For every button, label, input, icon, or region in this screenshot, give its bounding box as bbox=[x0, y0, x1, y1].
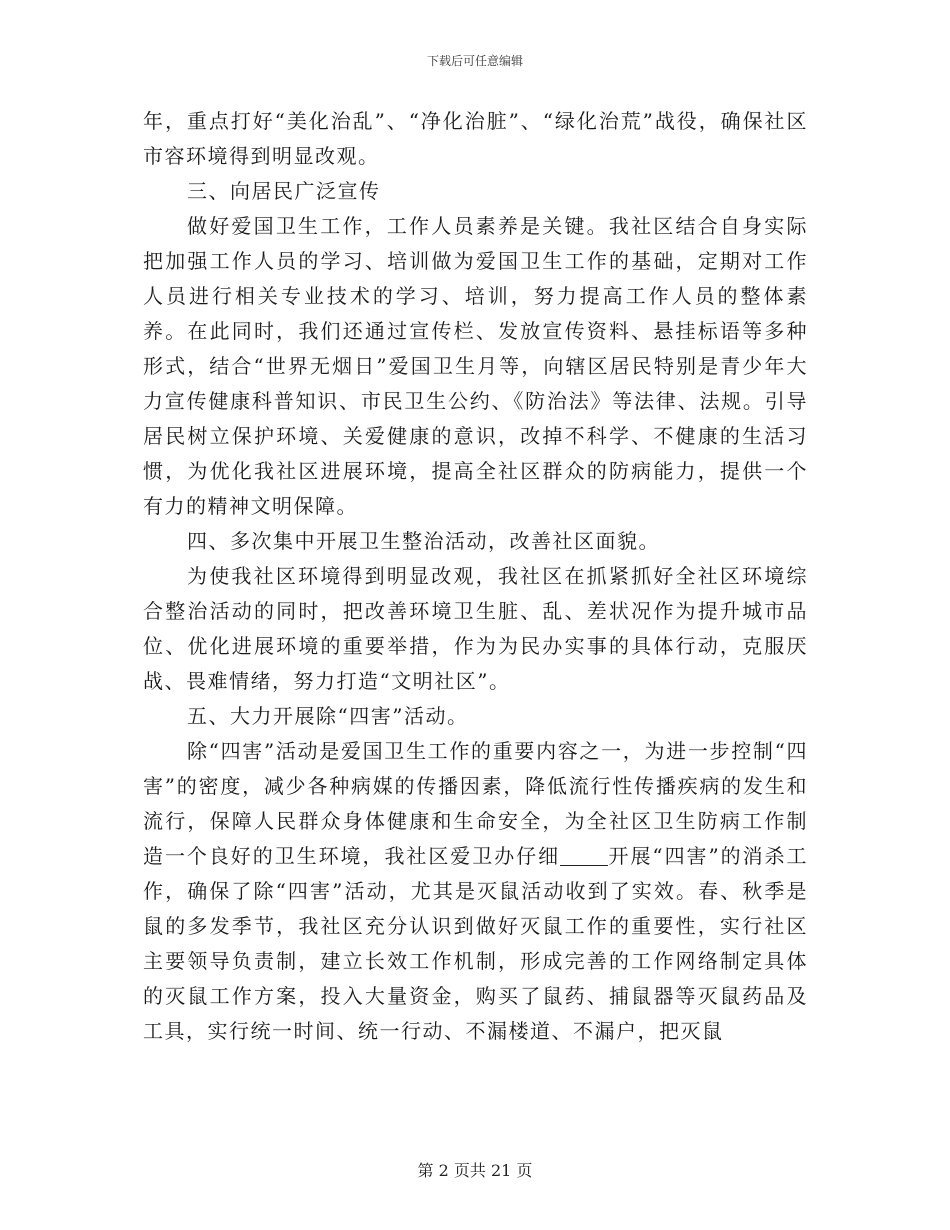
paragraph-four-pests bbox=[143, 734, 808, 1049]
document-body bbox=[143, 104, 808, 1049]
section-heading-3: 三、向居民广泛宣传 bbox=[187, 179, 381, 203]
paragraph-four-pests-part1: 除“四害”活动是爱国卫生工作的重要内容之一，为进一步控制“四害”的密度，减少各种病媒的传播因素，降低流行性传播疾病的发生和流行，保障人民群众身体健康和生命安全，为全社区卫生防病工作制造一个良好的卫生环境，我社区爱卫办仔细 bbox=[143, 739, 808, 868]
paragraph-publicity: 做好爱国卫生工作，工作人员素养是关键。我社区结合自身实际把加强工作人员的学习、培训做为爱国卫生工作的基础，定期对工作人员进行相关专业技术的学习、培训，努力提高工作人员的整体素养。在此同时，我们还通过宣传栏、发放宣传资料、悬挂标语等多种形式，结合“世界无烟日”爱国卫生月等，向辖区居民特别是青少年大力宣传健康科普知识、市民卫生公约、《防治法》等法律、法规。引导居民树立保护环境、关爱健康的意识，改掉不科学、不健康的生活习惯，为优化我社区进展环境，提高全社区群众的防病能力，提供一个有力的精神文明保障。 bbox=[143, 214, 808, 518]
page-header: 下载后可任意编辑 bbox=[426, 54, 523, 68]
paragraph-four-pests-part2: 开展“四害”的消杀工作，确保了除“四害”活动，尤其是灭鼠活动收到了实效。春、秋季是鼠的多发季节，我社区充分认识到做好灭鼠工作的重要性，实行社区主要领导负责制，建立长效工作机制，形成完善的工作网络制定具体的灭鼠工作方案，投入大量资金，购买了鼠药、捕鼠器等灭鼠药品及工具，实行统一时间、统一行动、不漏楼道、不漏户，把灭鼠 bbox=[143, 844, 809, 1043]
fill-in-blank bbox=[560, 845, 608, 866]
page-footer: 第 2 页共 21 页 bbox=[417, 1161, 533, 1180]
paragraph-sanitation: 为使我社区环境得到明显改观，我社区在抓紧抓好全社区环境综合整治活动的同时，把改善环境卫生脏、乱、差状况作为提升城市品位、优化进展环境的重要举措，作为为民办实事的具体行动，克服厌战、畏难情绪，努力打造“文明社区”。 bbox=[143, 564, 808, 693]
section-heading-4: 四、多次集中开展卫生整治活动，改善社区面貌。 bbox=[187, 529, 660, 553]
paragraph-continuation: 年，重点打好“美化治乱”、“净化治脏”、“绿化治荒”战役，确保社区市容环境得到明显改观。 bbox=[143, 109, 808, 168]
section-heading-5: 五、大力开展除“四害”活动。 bbox=[187, 704, 469, 728]
